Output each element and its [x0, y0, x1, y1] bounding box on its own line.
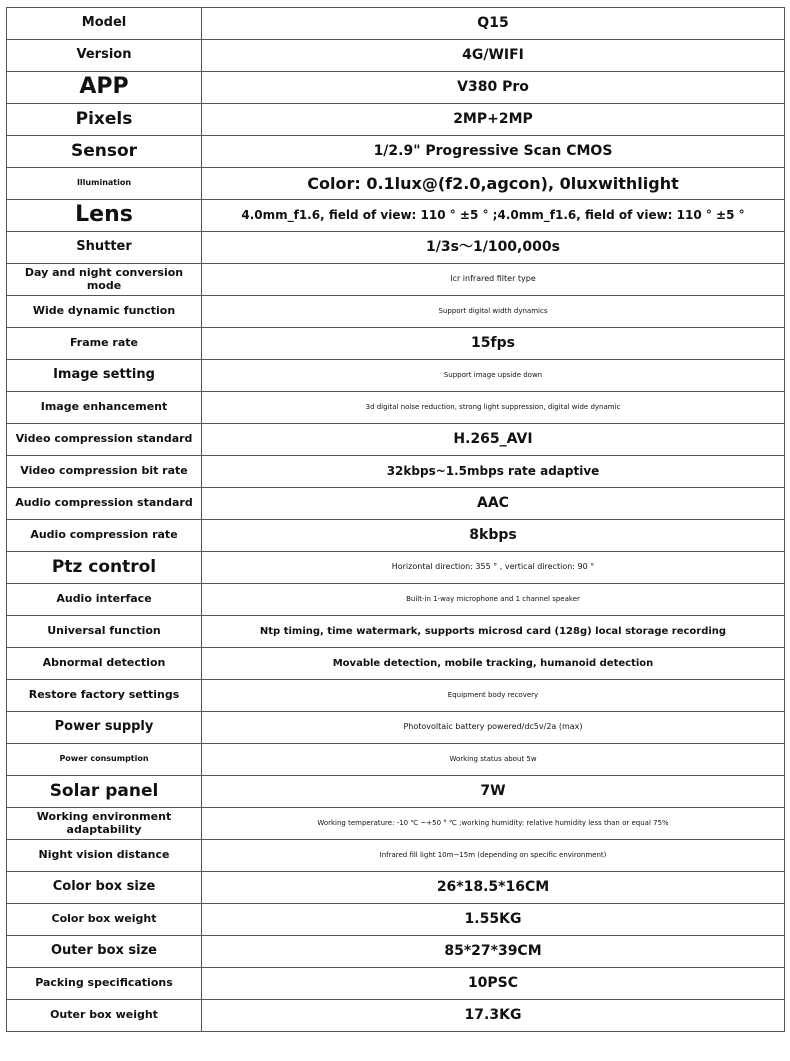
spec-row-outer-box-size: [7, 936, 785, 968]
spec-row-video-bitrate: [7, 456, 785, 488]
spec-value: 26*18.5*16CM: [202, 872, 785, 904]
spec-label: Solar panel: [7, 776, 202, 808]
spec-value: 17.3KG: [202, 1000, 785, 1032]
spec-value: Infrared fill light 10m~15m (depending on specific environment): [202, 840, 785, 872]
spec-label: Color box weight: [7, 904, 202, 936]
spec-row-version: [7, 40, 785, 72]
spec-label: Lens: [7, 200, 202, 232]
spec-row-color-box-size: [7, 872, 785, 904]
spec-value: Color: 0.1lux@(f2.0,agcon), 0luxwithlight: [202, 168, 785, 200]
spec-value: 1.55KG: [202, 904, 785, 936]
spec-label: Universal function: [7, 616, 202, 648]
spec-row-audio-std: [7, 488, 785, 520]
spec-value: Horizontal direction: 355 ° , vertical direction: 90 °: [202, 552, 785, 584]
spec-label: Video compression bit rate: [7, 456, 202, 488]
spec-row-abnormal: [7, 648, 785, 680]
spec-row-shutter: [7, 232, 785, 264]
spec-value: 85*27*39CM: [202, 936, 785, 968]
spec-value: 2MP+2MP: [202, 104, 785, 136]
spec-label: Outer box weight: [7, 1000, 202, 1032]
spec-value: H.265_AVI: [202, 424, 785, 456]
spec-label: Restore factory settings: [7, 680, 202, 712]
spec-value: 10PSC: [202, 968, 785, 1000]
spec-row-night-vision: [7, 840, 785, 872]
spec-row-environment: [7, 808, 785, 840]
spec-label: Wide dynamic function: [7, 296, 202, 328]
spec-label: APP: [7, 72, 202, 104]
spec-row-day-night: [7, 264, 785, 296]
spec-row-solar-panel: [7, 776, 785, 808]
spec-label: Sensor: [7, 136, 202, 168]
spec-value: Photovoltaic battery powered/dc5v/2a (max): [202, 712, 785, 744]
spec-label: Shutter: [7, 232, 202, 264]
spec-label: Audio compression rate: [7, 520, 202, 552]
spec-row-sensor: [7, 136, 785, 168]
spec-row-universal: [7, 616, 785, 648]
spec-row-color-box-weight: [7, 904, 785, 936]
spec-label: Video compression standard: [7, 424, 202, 456]
spec-value: 1/2.9" Progressive Scan CMOS: [202, 136, 785, 168]
spec-label: Night vision distance: [7, 840, 202, 872]
spec-label: Power supply: [7, 712, 202, 744]
spec-label: Frame rate: [7, 328, 202, 360]
spec-row-power-consumption: [7, 744, 785, 776]
spec-row-outer-box-weight: [7, 1000, 785, 1032]
spec-value: 32kbps~1.5mbps rate adaptive: [202, 456, 785, 488]
spec-table: [6, 7, 785, 1032]
spec-label: Pixels: [7, 104, 202, 136]
spec-value: 3d digital noise reduction, strong light suppression, digital wide dynamic: [202, 392, 785, 424]
spec-value: Support digital width dynamics: [202, 296, 785, 328]
spec-row-power-supply: [7, 712, 785, 744]
spec-value: Equipment body recovery: [202, 680, 785, 712]
spec-label: Outer box size: [7, 936, 202, 968]
spec-label: Day and night conversion mode: [7, 264, 202, 296]
spec-value: 1/3s～1/100,000s: [202, 232, 785, 264]
spec-row-model: [7, 8, 785, 40]
spec-label: Model: [7, 8, 202, 40]
spec-label: Color box size: [7, 872, 202, 904]
spec-row-app: [7, 72, 785, 104]
spec-label: Image enhancement: [7, 392, 202, 424]
spec-label: Version: [7, 40, 202, 72]
spec-row-audio-interface: [7, 584, 785, 616]
spec-value: V380 Pro: [202, 72, 785, 104]
spec-row-image-setting: [7, 360, 785, 392]
spec-label: Audio compression standard: [7, 488, 202, 520]
spec-label: Packing specifications: [7, 968, 202, 1000]
spec-value: Q15: [202, 8, 785, 40]
spec-label: Image setting: [7, 360, 202, 392]
spec-value: 15fps: [202, 328, 785, 360]
spec-label: Ptz control: [7, 552, 202, 584]
spec-value: Working temperature: -10 ℃ ~+50 ° ℃ ;working humidity: relative humidity less than or equal 75%: [202, 808, 785, 840]
spec-row-wide-dynamic: [7, 296, 785, 328]
spec-row-illumination: [7, 168, 785, 200]
spec-label: Audio interface: [7, 584, 202, 616]
spec-row-lens: [7, 200, 785, 232]
spec-value: 4.0mm_f1.6, field of view: 110 ° ±5 ° ;4.0mm_f1.6, field of view: 110 ° ±5 °: [202, 200, 785, 232]
spec-value: Movable detection, mobile tracking, humanoid detection: [202, 648, 785, 680]
spec-value: Icr infrared filter type: [202, 264, 785, 296]
spec-label: Working environment adaptability: [7, 808, 202, 840]
spec-row-restore: [7, 680, 785, 712]
spec-label: Power consumption: [7, 744, 202, 776]
spec-row-video-std: [7, 424, 785, 456]
spec-row-pixels: [7, 104, 785, 136]
spec-row-frame-rate: [7, 328, 785, 360]
spec-label: Illumination: [7, 168, 202, 200]
spec-value: Support image upside down: [202, 360, 785, 392]
spec-value: Built-in 1-way microphone and 1 channel speaker: [202, 584, 785, 616]
spec-value: Working status about 5w: [202, 744, 785, 776]
spec-row-image-enhancement: [7, 392, 785, 424]
spec-row-audio-rate: [7, 520, 785, 552]
spec-value: 4G/WIFI: [202, 40, 785, 72]
spec-value: 8kbps: [202, 520, 785, 552]
spec-value: AAC: [202, 488, 785, 520]
spec-value: 7W: [202, 776, 785, 808]
spec-label: Abnormal detection: [7, 648, 202, 680]
spec-row-ptz: [7, 552, 785, 584]
spec-value: Ntp timing, time watermark, supports microsd card (128g) local storage recording: [202, 616, 785, 648]
spec-row-packing: [7, 968, 785, 1000]
